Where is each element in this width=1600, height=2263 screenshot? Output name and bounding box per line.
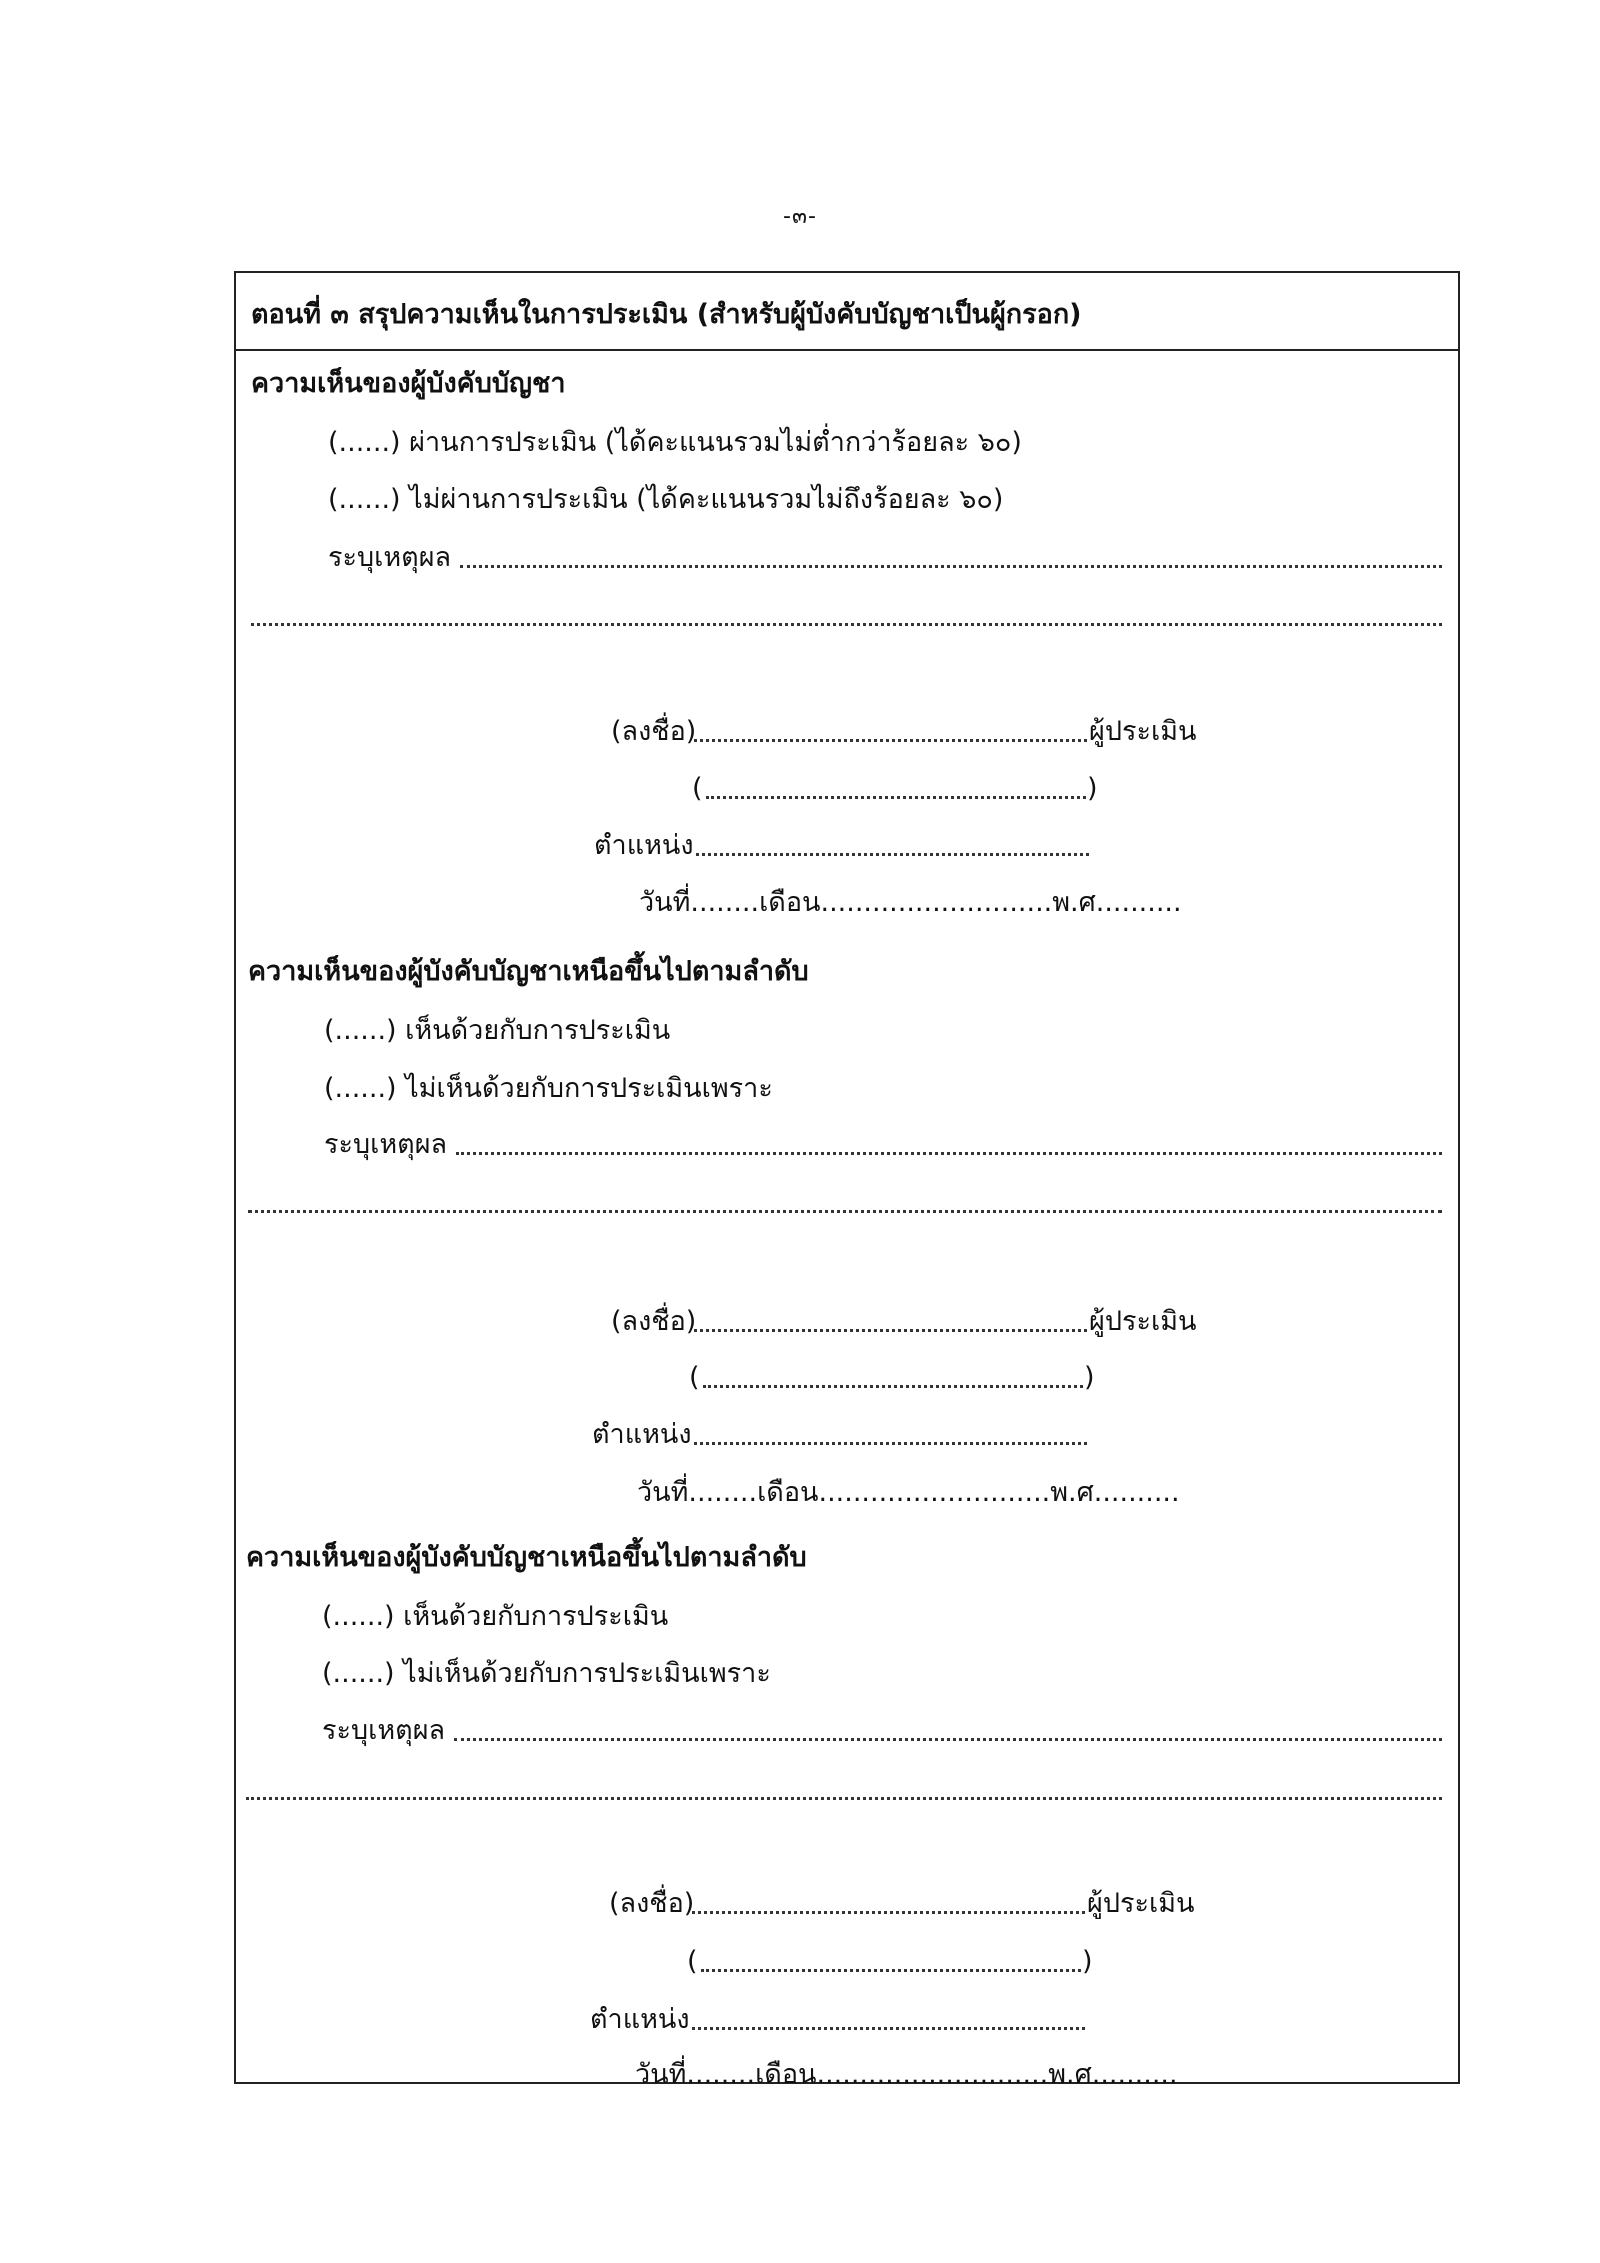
signature-suffix: ผู้ประเมิน (1089, 1306, 1197, 1337)
section-heading: ความเห็นของผู้บังคับบัญชาเหนือขึ้นไปตามลำดับ (248, 956, 809, 987)
signature-label: (ลงชื่อ) (611, 1306, 697, 1337)
signature-label: (ลงชื่อ) (611, 716, 697, 747)
date-line[interactable]: วันที่........เดือน...........................พ.ศ.......... (635, 2059, 1178, 2090)
option-pass-checkbox[interactable]: (......) ผ่านการประเมิน (ได้คะแนนรวมไม่ต่ำกว่าร้อยละ ๖๐) (328, 427, 1022, 458)
name-close-paren: ) (1087, 773, 1098, 804)
position-input[interactable] (696, 853, 1089, 856)
option-agree-checkbox[interactable]: (......) เห็นด้วยกับการประเมิน (324, 1015, 671, 1046)
section-heading: ความเห็นของผู้บังคับบัญชาเหนือขึ้นไปตามลำดับ (246, 1542, 807, 1573)
position-label: ตำแหน่ง (592, 1419, 692, 1450)
position-label: ตำแหน่ง (594, 830, 694, 861)
page-number: -๓- (783, 204, 817, 229)
name-close-paren: ) (1082, 1946, 1093, 1977)
signature-label: (ลงชื่อ) (609, 1888, 695, 1919)
reason-label: ระบุเหตุผล (324, 1129, 448, 1160)
option-disagree-checkbox[interactable]: (......) ไม่เห็นด้วยกับการประเมินเพราะ (324, 1073, 773, 1104)
reason-input[interactable] (454, 1738, 1442, 1741)
reason-label: ระบุเหตุผล (328, 542, 452, 573)
reason-input[interactable] (456, 1152, 1442, 1155)
name-input[interactable] (703, 1385, 1083, 1388)
name-open-paren: ( (687, 1946, 698, 1977)
signature-suffix: ผู้ประเมิน (1089, 716, 1197, 747)
evaluation-form (234, 271, 1460, 2090)
reason-input-continued[interactable] (246, 1797, 1442, 1800)
date-line[interactable]: วันที่........เดือน...........................พ.ศ.......... (637, 1477, 1180, 1508)
position-input[interactable] (692, 2027, 1085, 2030)
name-open-paren: ( (692, 773, 703, 804)
form-title: ตอนที่ ๓ สรุปความเห็นในการประเมิน (สำหรับผู้บังคับบัญชาเป็นผู้กรอก) (236, 273, 1458, 351)
name-input[interactable] (706, 796, 1086, 799)
name-open-paren: ( (689, 1362, 700, 1393)
signature-input[interactable] (692, 1911, 1085, 1914)
reason-input-continued[interactable] (248, 1210, 1442, 1213)
signature-suffix: ผู้ประเมิน (1087, 1888, 1195, 1919)
option-fail-checkbox[interactable]: (......) ไม่ผ่านการประเมิน (ได้คะแนนรวมไม่ถึงร้อยละ ๖๐) (328, 484, 1004, 515)
option-disagree-checkbox[interactable]: (......) ไม่เห็นด้วยกับการประเมินเพราะ (322, 1658, 771, 1689)
reason-input-continued[interactable] (251, 623, 1442, 626)
section-heading: ความเห็นของผู้บังคับบัญชา (251, 368, 566, 399)
name-close-paren: ) (1084, 1362, 1095, 1393)
reason-input[interactable] (460, 565, 1442, 568)
position-input[interactable] (694, 1442, 1087, 1445)
reason-label: ระบุเหตุผล (322, 1715, 446, 1746)
date-line[interactable]: วันที่........เดือน...........................พ.ศ.......... (639, 887, 1182, 918)
signature-input[interactable] (694, 1329, 1087, 1332)
signature-input[interactable] (694, 739, 1087, 742)
name-input[interactable] (701, 1969, 1081, 1972)
position-label: ตำแหน่ง (590, 2004, 690, 2035)
option-agree-checkbox[interactable]: (......) เห็นด้วยกับการประเมิน (322, 1601, 669, 1632)
